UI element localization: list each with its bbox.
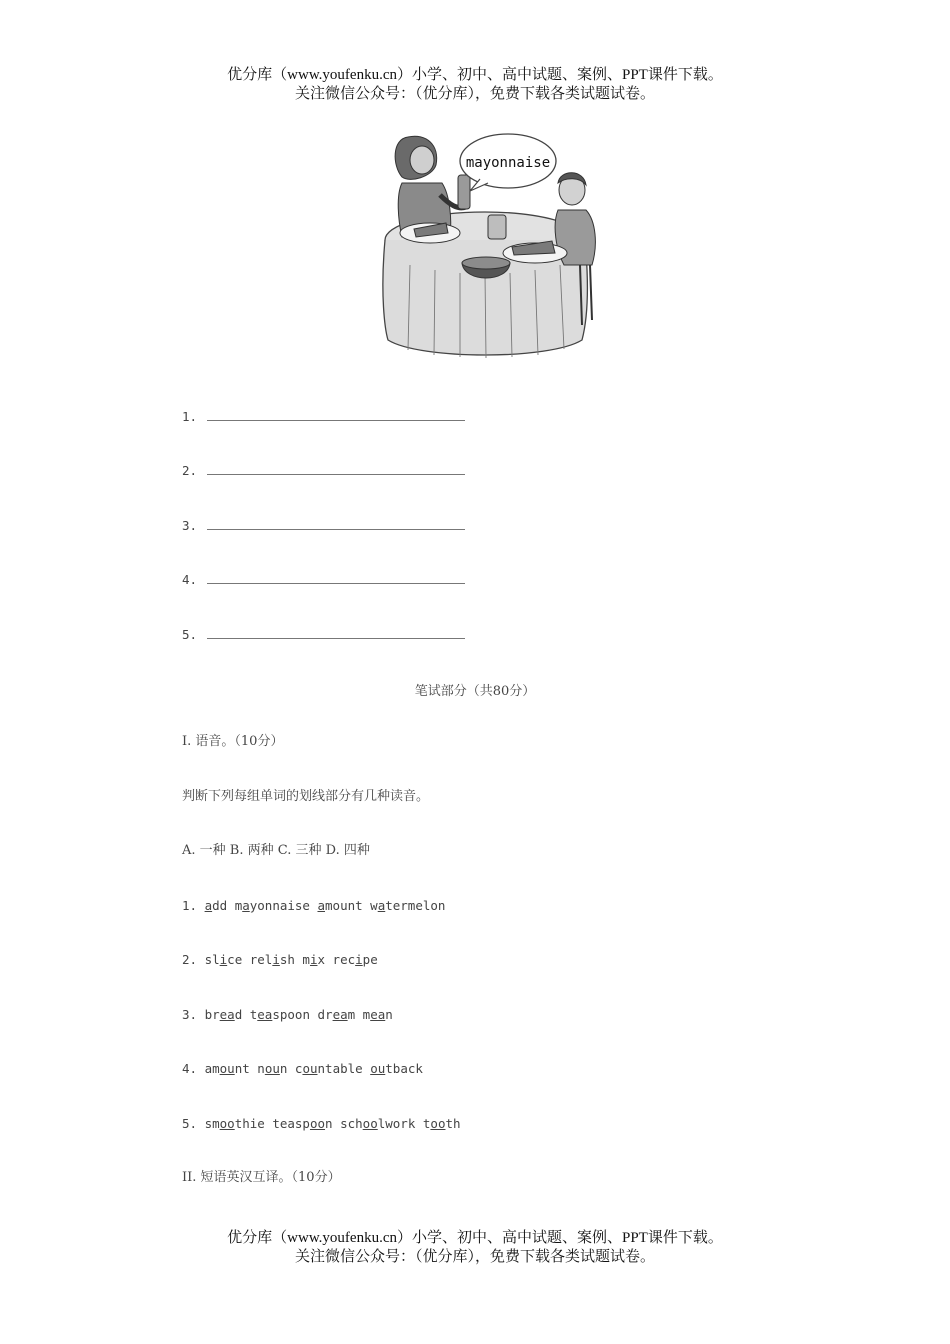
header-line-1: 优分库（www.youfenku.cn）小学、初中、高中试题、案例、PPT课件下载。 bbox=[227, 67, 723, 83]
underlined-letters: oo bbox=[309, 1116, 326, 1131]
footer-line-2: 关注微信公众号：（优分库），免费下载各类试题试卷。 bbox=[294, 1249, 655, 1265]
header-line-2: 关注微信公众号：（优分库），免费下载各类试题试卷。 bbox=[294, 86, 655, 102]
item-number: 1. bbox=[182, 898, 205, 913]
illustration-woman-boy-table bbox=[380, 125, 610, 365]
word-text: br bbox=[204, 1007, 220, 1022]
phonics-item-3 bbox=[182, 1007, 393, 1023]
underlined-letters: ou bbox=[370, 1061, 386, 1076]
page-header bbox=[0, 66, 950, 104]
phonics-item-5 bbox=[182, 1116, 461, 1132]
answer-line-5[interactable] bbox=[182, 626, 465, 643]
word-text: sh m bbox=[279, 952, 310, 967]
word-text: tback bbox=[385, 1061, 423, 1076]
word-text: lwork t bbox=[377, 1116, 431, 1131]
word-text: th bbox=[445, 1116, 461, 1131]
word-text: m m bbox=[347, 1007, 371, 1022]
word-text: nt n bbox=[234, 1061, 265, 1076]
answer-number: 2. bbox=[182, 463, 198, 478]
item-number: 5. bbox=[182, 1116, 205, 1131]
section-title: 笔试部分（共80分） bbox=[414, 684, 536, 699]
underlined-letters: ea bbox=[257, 1007, 273, 1022]
phonics-item-2 bbox=[182, 952, 378, 968]
answer-blank[interactable] bbox=[207, 462, 465, 475]
footer-line-1: 优分库（www.youfenku.cn）小学、初中、高中试题、案例、PPT课件下载。 bbox=[227, 1230, 723, 1246]
underlined-letters: ea bbox=[332, 1007, 348, 1022]
item-number: 2. bbox=[182, 952, 205, 967]
word-text: ntable bbox=[317, 1061, 371, 1076]
answer-number: 5. bbox=[182, 627, 198, 642]
word-text: spoon dr bbox=[272, 1007, 333, 1022]
underlined-letters: i bbox=[309, 952, 318, 967]
underlined-letters: ou bbox=[219, 1061, 235, 1076]
underlined-letters: ea bbox=[219, 1007, 235, 1022]
part1-instruction: 判断下列每组单词的划线部分有几种读音。 bbox=[182, 789, 430, 804]
part1-title: I. 语音。（10分） bbox=[182, 734, 284, 749]
word-text: ce rel bbox=[227, 952, 273, 967]
answer-number: 4. bbox=[182, 572, 198, 587]
answer-line-1[interactable] bbox=[182, 408, 465, 425]
word-text: w bbox=[370, 898, 378, 913]
answer-number: 3. bbox=[182, 518, 198, 533]
item-number: 3. bbox=[182, 1007, 205, 1022]
underlined-letters: a bbox=[377, 898, 386, 913]
underlined-letters: oo bbox=[430, 1116, 446, 1131]
item-number: 4. bbox=[182, 1061, 205, 1076]
answer-line-4[interactable] bbox=[182, 571, 465, 588]
phonics-item-4 bbox=[182, 1061, 423, 1077]
word-text: n sch bbox=[325, 1116, 363, 1131]
underlined-letters: oo bbox=[219, 1116, 235, 1131]
answer-blank[interactable] bbox=[207, 408, 465, 421]
word-text: termelon bbox=[385, 898, 446, 913]
answer-number: 1. bbox=[182, 409, 198, 424]
word-text: yonnaise bbox=[249, 898, 318, 913]
word-text: sl bbox=[204, 952, 220, 967]
word-text: d t bbox=[234, 1007, 258, 1022]
part2-title: II. 短语英汉互译。（10分） bbox=[182, 1170, 341, 1185]
underlined-letters: i bbox=[219, 952, 228, 967]
underlined-letters: a bbox=[317, 898, 326, 913]
answer-line-2[interactable] bbox=[182, 462, 465, 479]
answer-blank[interactable] bbox=[207, 626, 465, 639]
word-text: am bbox=[204, 1061, 220, 1076]
answer-line-3[interactable] bbox=[182, 517, 465, 534]
bubble-label: mayonnaise bbox=[465, 155, 551, 171]
word-text: n bbox=[385, 1007, 393, 1022]
word-text: m bbox=[234, 898, 243, 913]
word-text: x rec bbox=[317, 952, 356, 967]
underlined-letters: a bbox=[242, 898, 250, 913]
underlined-letters: a bbox=[204, 898, 213, 913]
underlined-letters: ou bbox=[302, 1061, 318, 1076]
underlined-letters: oo bbox=[362, 1116, 378, 1131]
phonics-item-1 bbox=[182, 898, 445, 914]
underlined-letters: ou bbox=[264, 1061, 280, 1076]
word-text: n c bbox=[279, 1061, 303, 1076]
underlined-letters: i bbox=[355, 952, 363, 967]
answer-blank[interactable] bbox=[207, 517, 465, 530]
word-text: mount bbox=[325, 898, 371, 913]
underlined-letters: ea bbox=[370, 1007, 386, 1022]
answer-blank[interactable] bbox=[207, 571, 465, 584]
word-text: thie teasp bbox=[234, 1116, 310, 1131]
underlined-letters: i bbox=[272, 952, 280, 967]
part1-options: A. 一种 B. 两种 C. 三种 D. 四种 bbox=[182, 843, 370, 858]
word-text: pe bbox=[362, 952, 378, 967]
word-text: dd bbox=[212, 898, 235, 913]
word-text: sm bbox=[204, 1116, 220, 1131]
page-footer bbox=[0, 1229, 950, 1267]
